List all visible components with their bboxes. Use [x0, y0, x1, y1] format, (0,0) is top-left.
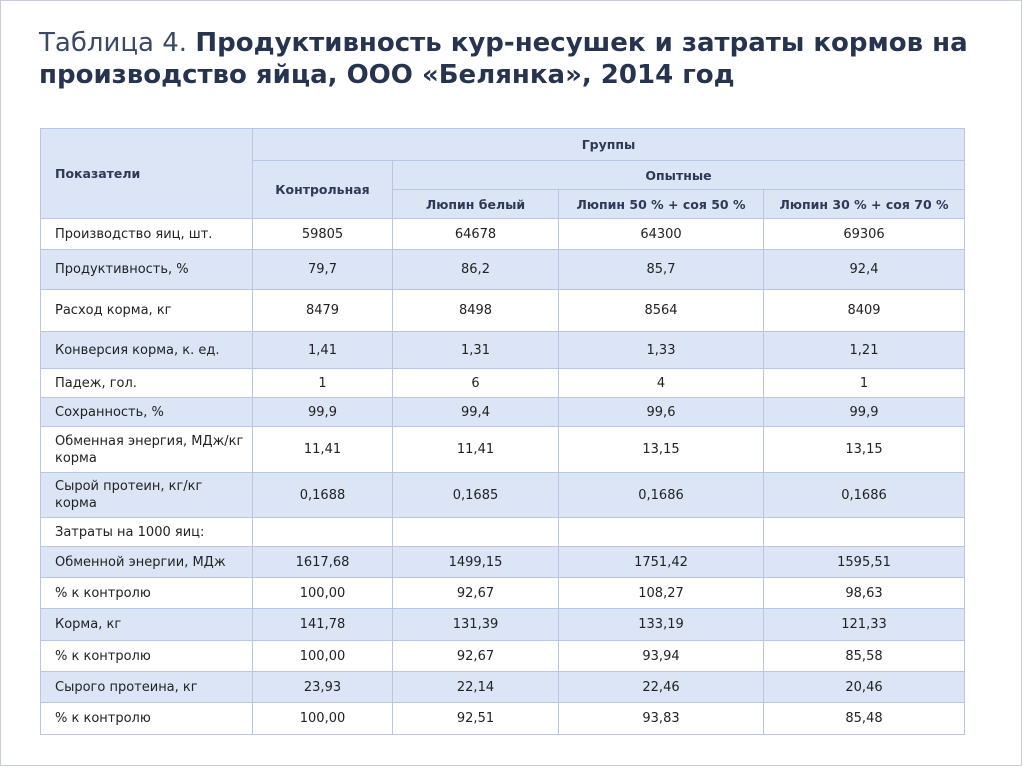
header-lupin-white: Люпин белый [393, 190, 559, 219]
table-cell: 85,7 [559, 250, 764, 290]
table-cell: 100,00 [253, 703, 393, 735]
table-cell: 64300 [559, 219, 764, 250]
table-cell: 8409 [764, 290, 965, 332]
row-label: Обменная энергия, МДж/кг корма [41, 427, 253, 473]
table-row [41, 219, 965, 250]
table-cell: 98,63 [764, 578, 965, 609]
row-label: Обменной энергии, МДж [41, 547, 253, 578]
row-label: % к контролю [41, 641, 253, 672]
table-row [41, 250, 965, 290]
table-cell: 141,78 [253, 609, 393, 641]
row-label: Сырой протеин, кг/кг корма [41, 473, 253, 518]
table-row [41, 473, 965, 518]
table-cell: 1,31 [393, 332, 559, 369]
table-cell [764, 518, 965, 547]
table-row [41, 427, 965, 473]
table-cell: 1595,51 [764, 547, 965, 578]
header-lupin50-soy50: Люпин 50 % + соя 50 % [559, 190, 764, 219]
table-cell: 99,4 [393, 398, 559, 427]
table-cell: 1,33 [559, 332, 764, 369]
header-indicators: Показатели [41, 129, 253, 219]
page-title [39, 27, 989, 91]
table-cell: 20,46 [764, 672, 965, 703]
table-cell: 11,41 [253, 427, 393, 473]
table-cell [559, 518, 764, 547]
table-cell: 22,46 [559, 672, 764, 703]
table-cell: 22,14 [393, 672, 559, 703]
table-cell: 99,9 [253, 398, 393, 427]
table-row [41, 641, 965, 672]
table-cell: 11,41 [393, 427, 559, 473]
table-cell: 92,4 [764, 250, 965, 290]
row-label: Конверсия корма, к. ед. [41, 332, 253, 369]
table-cell: 108,27 [559, 578, 764, 609]
row-label: Производство яиц, шт. [41, 219, 253, 250]
table-cell: 1 [764, 369, 965, 398]
row-label: Расход корма, кг [41, 290, 253, 332]
table-cell: 92,67 [393, 641, 559, 672]
table-cell: 69306 [764, 219, 965, 250]
table-cell: 0,1686 [559, 473, 764, 518]
table-cell: 23,93 [253, 672, 393, 703]
table-cell: 100,00 [253, 641, 393, 672]
table-cell: 64678 [393, 219, 559, 250]
table-cell: 0,1688 [253, 473, 393, 518]
row-label: Корма, кг [41, 609, 253, 641]
table-row [41, 703, 965, 735]
table-cell: 59805 [253, 219, 393, 250]
header-control: Контрольная [253, 161, 393, 219]
table-cell: 1,41 [253, 332, 393, 369]
table-cell: 92,51 [393, 703, 559, 735]
table-cell: 6 [393, 369, 559, 398]
table-cell: 13,15 [764, 427, 965, 473]
table-cell: 1 [253, 369, 393, 398]
title-prefix: Таблица 4. [39, 28, 188, 58]
table-cell: 131,39 [393, 609, 559, 641]
data-table-container [40, 128, 964, 735]
row-label: Сырого протеина, кг [41, 672, 253, 703]
header-lupin30-soy70: Люпин 30 % + соя 70 % [764, 190, 965, 219]
row-label: % к контролю [41, 578, 253, 609]
header-experimental: Опытные [393, 161, 965, 190]
table-body [41, 219, 965, 735]
table-cell: 121,33 [764, 609, 965, 641]
table-row [41, 578, 965, 609]
row-label: Падеж, гол. [41, 369, 253, 398]
title-main: Продуктивность кур-несушек и затраты кормов на производство яйца, ООО «Белянка», 2014 год [39, 28, 968, 90]
table-cell: 1751,42 [559, 547, 764, 578]
table-cell: 93,83 [559, 703, 764, 735]
header-groups: Группы [253, 129, 965, 161]
row-label: Сохранность, % [41, 398, 253, 427]
table-cell: 99,9 [764, 398, 965, 427]
table-cell: 86,2 [393, 250, 559, 290]
table-cell: 1499,15 [393, 547, 559, 578]
data-table [40, 128, 965, 735]
table-cell [253, 518, 393, 547]
table-row [41, 332, 965, 369]
table-row [41, 547, 965, 578]
table-cell: 99,6 [559, 398, 764, 427]
table-cell: 1617,68 [253, 547, 393, 578]
row-label: Продуктивность, % [41, 250, 253, 290]
table-row [41, 518, 965, 547]
table-cell: 8564 [559, 290, 764, 332]
table-cell: 100,00 [253, 578, 393, 609]
table-cell: 92,67 [393, 578, 559, 609]
table-row [41, 672, 965, 703]
row-label: % к контролю [41, 703, 253, 735]
row-label: Затраты на 1000 яиц: [41, 518, 253, 547]
table-cell: 79,7 [253, 250, 393, 290]
table-cell: 1,21 [764, 332, 965, 369]
table-cell: 93,94 [559, 641, 764, 672]
table-row [41, 609, 965, 641]
table-cell: 85,48 [764, 703, 965, 735]
table-cell: 13,15 [559, 427, 764, 473]
table-cell: 8479 [253, 290, 393, 332]
table-cell: 85,58 [764, 641, 965, 672]
table-row [41, 398, 965, 427]
table-cell: 4 [559, 369, 764, 398]
table-row [41, 369, 965, 398]
table-cell: 0,1686 [764, 473, 965, 518]
table-cell: 8498 [393, 290, 559, 332]
table-cell: 133,19 [559, 609, 764, 641]
table-cell: 0,1685 [393, 473, 559, 518]
table-cell [393, 518, 559, 547]
table-row [41, 290, 965, 332]
